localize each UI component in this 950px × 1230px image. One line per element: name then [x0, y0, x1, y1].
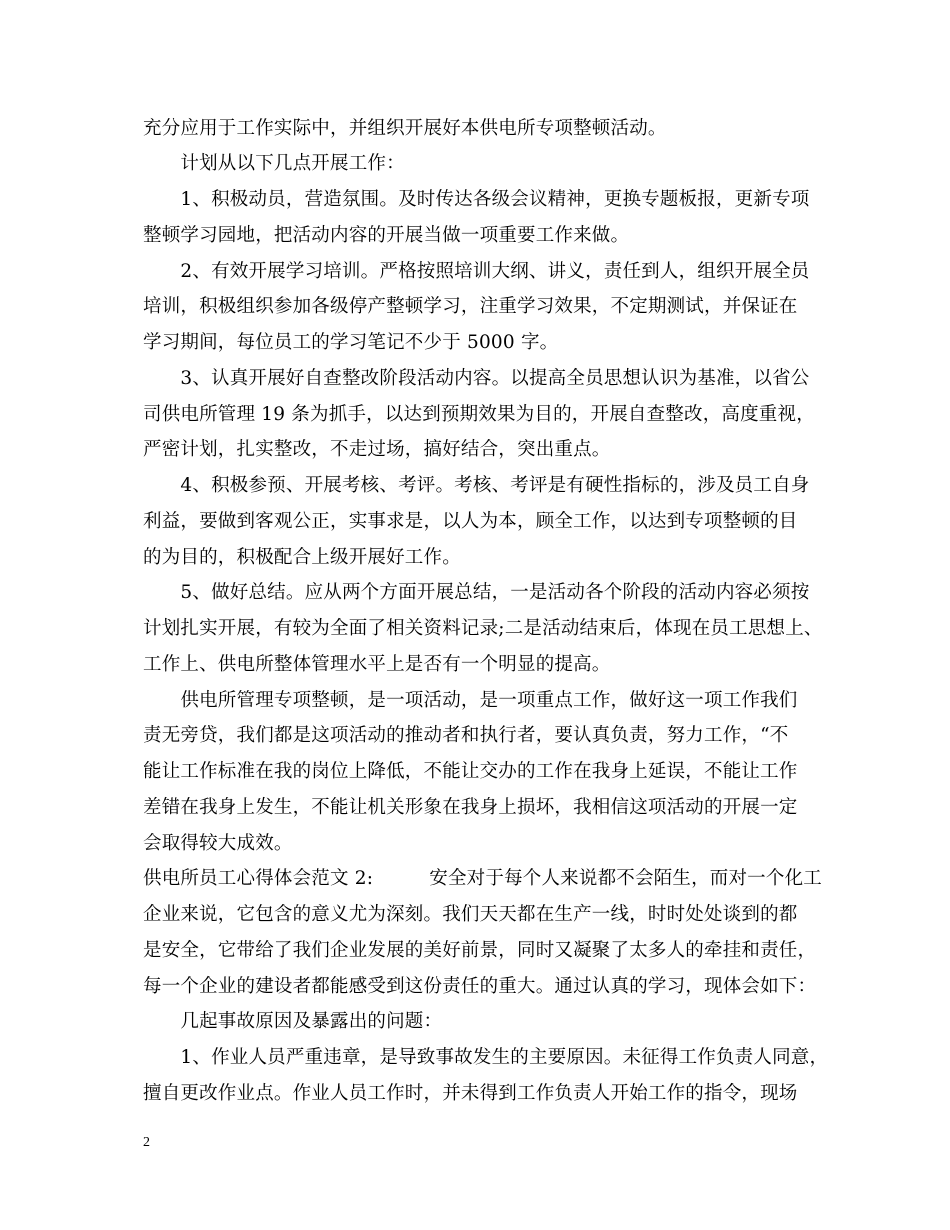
- text-line: 擅自更改作业点。作业人员工作时，并未得到工作负责人开始工作的指令，现场: [143, 1083, 798, 1104]
- text-line: 充分应用于工作实际中，并组织开展好本供电所专项整顿活动。: [143, 118, 667, 139]
- text-line: 5、做好总结。应从两个方面开展总结，一是活动各个阶段的活动内容必须按: [143, 582, 810, 603]
- text-line: 1、作业人员严重违章，是导致事故发生的主要原因。未征得工作负责人同意，: [143, 1047, 829, 1068]
- text-line: 2、有效开展学习培训。严格按照培训大纲、讲义，责任到人，组织开展全员: [143, 261, 810, 282]
- text-line: 4、积极参预、开展考核、考评。考核、考评是有硬性指标的，涉及员工自身: [143, 475, 810, 496]
- text-line: 责无旁贷，我们都是这项活动的推动者和执行者，要认真负责，努力工作，“不: [143, 725, 789, 746]
- text-line: 差错在我身上发生，不能让机关形象在我身上损坏，我相信这项活动的开展一定: [143, 797, 798, 818]
- text-line: 计划扎实开展，有较为全面了相关资料记录;二是活动结束后，体现在员工思想上、: [143, 618, 823, 639]
- text-line: 每一个企业的建设者都能感受到这份责任的重大。通过认真的学习，现体会如下：: [143, 976, 817, 997]
- text-line: 工作上、供电所整体管理水平上是否有一个明显的提高。: [143, 654, 611, 675]
- text-line: 1、积极动员，营造氛围。及时传达各级会议精神，更换专题板报，更新专项: [143, 189, 810, 210]
- text-line: 几起事故原因及暴露出的问题：: [143, 1011, 443, 1032]
- text-line: 的为目的，积极配合上级开展好工作。: [143, 547, 461, 568]
- text-line: 3、认真开展好自查整改阶段活动内容。以提高全员思想认识为基准，以省公: [143, 368, 810, 389]
- text-line: 利益，要做到客观公正，实事求是，以人为本，顾全工作，以达到专项整顿的目: [143, 511, 798, 532]
- text-line: 是安全，它带给了我们企业发展的美好前景，同时又凝聚了太多人的牵挂和责任，: [143, 940, 817, 961]
- text-line: 整顿学习园地，把活动内容的开展当做一项重要工作来做。: [143, 225, 630, 246]
- text-line: 司供电所管理 19 条为抓手，以达到预期效果为目的，开展自查整改，高度重视，: [143, 404, 815, 425]
- text-line: 会取得较大成效。: [143, 833, 293, 854]
- text-line: 学习期间，每位员工的学习笔记不少于 5000 字。: [143, 332, 559, 353]
- text-line: 供电所员工心得体会范文 2: 安全对于每个人来说都不会陌生，而对一个化工: [143, 868, 822, 889]
- text-line: 计划从以下几点开展工作：: [143, 153, 405, 174]
- text-line: 严密计划，扎实整改，不走过场，搞好结合，突出重点。: [143, 439, 611, 460]
- text-line: 能让工作标准在我的岗位上降低，不能让交办的工作在我身上延误，不能让工作: [143, 761, 798, 782]
- page-number: 2: [143, 1135, 150, 1150]
- text-line: 培训，积极组织参加各级停产整顿学习，注重学习效果，不定期测试，并保证在: [143, 296, 798, 317]
- text-line: 供电所管理专项整顿，是一项活动，是一项重点工作，做好这一项工作我们: [143, 690, 798, 711]
- text-line: 企业来说，它包含的意义尤为深刻。我们天天都在生产一线，时时处处谈到的都: [143, 904, 798, 925]
